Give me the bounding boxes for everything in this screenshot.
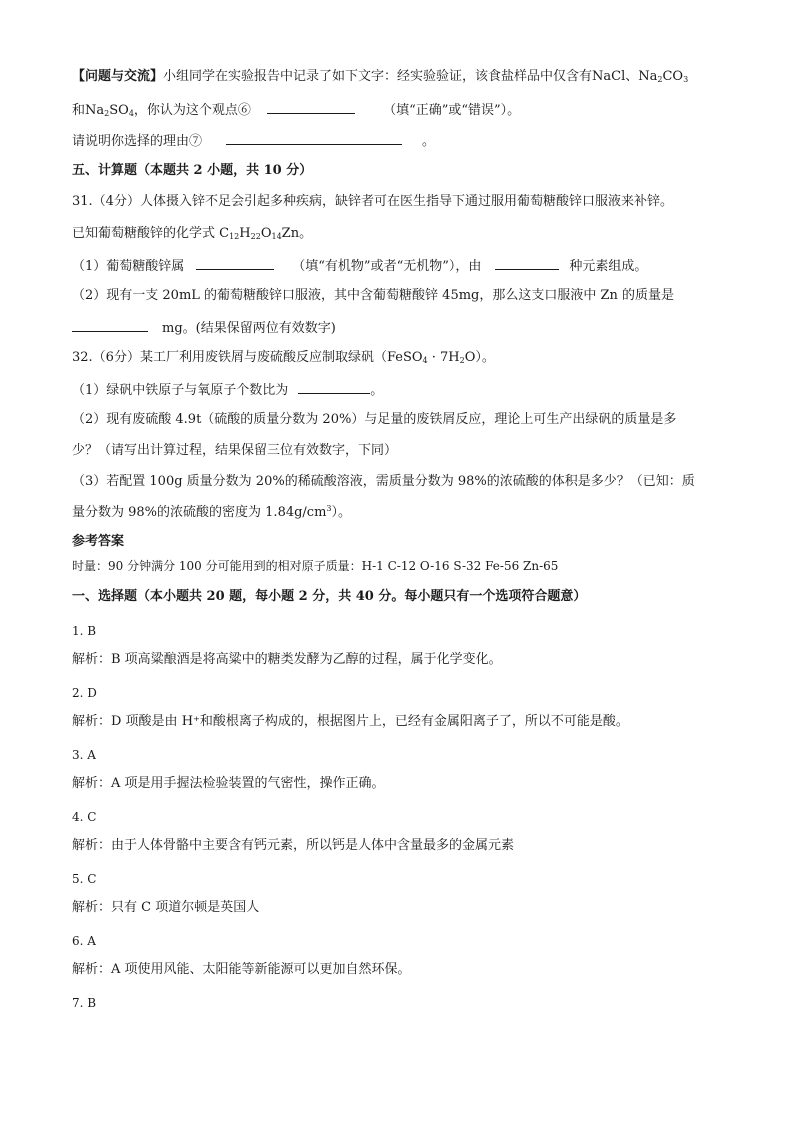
q31-stem-2: 已知葡萄糖酸锌的化学式 $C_{12}H_{22}O_{14}Zn$。 xyxy=(72,226,313,241)
q32-blank-ratio[interactable] xyxy=(298,380,370,394)
exchange-title: 【问题与交流】 xyxy=(72,69,164,84)
q31-part-1: （1）葡萄糖酸锌属 （填“有机物”或者“无机物”），由 种元素组成。 xyxy=(72,256,647,276)
q32-stem: 32.（6分）某工厂利用废铁屑与废硫酸反应制取绿矾（FeSO$_4$ · $7H_2O$）。 xyxy=(72,350,495,365)
section-5-heading: 五、计算题（本题共 2 小题，共 10 分） xyxy=(72,163,313,178)
q31-blank-type[interactable] xyxy=(196,256,274,270)
answer-num-2: 2. D xyxy=(72,686,97,700)
answer-num-3: 3. A xyxy=(72,748,96,762)
q31-stem-1: 31.（4分）人体摄入锌不足会引起多种疾病，缺锌者可在医生指导下通过服用葡萄糖酸锌口服液来补锌。 xyxy=(72,194,673,209)
q31-part-2: （2）现有一支 20mL 的葡萄糖酸锌口服液，其中含葡萄糖酸锌 45mg，那么这支口服液中 Zn 的质量是 xyxy=(72,288,675,303)
answer-num-4: 4. C xyxy=(72,810,97,824)
answer-analysis-2: 解析：D 项酸是由 H⁺和酸根离子构成的，根据图片上，已经有金属阳离子了，所以不可能是酸。 xyxy=(72,714,629,729)
q31-blank-zn-mass[interactable] xyxy=(72,318,148,332)
answer-num-6: 6. A xyxy=(72,934,96,948)
q31-part-2-cont: mg。(结果保留两位有效数字) xyxy=(72,318,336,338)
q32-part-3: （3）若配置 100g 质量分数为 20%的稀硫酸溶液，需质量分数为 98%的浓硫酸的体积是多少？（已知：质 xyxy=(72,474,695,489)
q32-part-1: （1）绿矾中铁原子与氧原子个数比为 。 xyxy=(72,380,383,400)
answer-num-5: 5. C xyxy=(72,872,97,886)
answer-num-1: 1. B xyxy=(72,624,97,638)
answers-info: 时量：90 分钟满分 100 分可能用到的相对原子质量：H-1 C-12 O-16 S-32 Fe-56 Zn-65 xyxy=(72,559,559,573)
answer-analysis-5: 解析：只有 C 项道尔顿是英国人 xyxy=(72,900,260,915)
exchange-line-2: 和$Na_2SO_4$，你认为这个观点⑥ （填“正确”或“错误”）。 xyxy=(72,100,520,120)
exchange-line-1: 【问题与交流】小组同学在实验报告中记录了如下文字：经实验验证，该食盐样品中仅含有NaCl、$Na_2CO_3$ xyxy=(72,69,689,84)
answer-blank-7[interactable] xyxy=(226,131,402,145)
answers-heading: 参考答案 xyxy=(72,534,125,549)
answer-analysis-3: 解析：A 项是用手握法检验装置的气密性，操作正确。 xyxy=(72,776,385,791)
q32-part-2: （2）现有废硫酸 4.9t（硫酸的质量分数为 20%）与足量的废铁屑反应，理论上可生产出绿矾的质量是多 xyxy=(72,412,677,427)
answer-analysis-6: 解析：A 项使用风能、太阳能等新能源可以更加自然环保。 xyxy=(72,962,411,977)
answer-analysis-1: 解析：B 项高粱酿酒是将高粱中的糖类发酵为乙醇的过程，属于化学变化。 xyxy=(72,652,502,667)
exchange-line-3: 请说明你选择的理由⑦ 。 xyxy=(72,131,435,151)
answer-num-7: 7. B xyxy=(72,996,97,1010)
answer-blank-6[interactable] xyxy=(267,100,355,114)
q31-blank-elements[interactable] xyxy=(495,256,559,270)
q32-part-3-cont: 量分数为 98%的浓硫酸的密度为 $1.84g/cm^3$）。 xyxy=(72,504,352,520)
section-1-heading: 一、选择题（本小题共 20 题，每小题 2 分，共 40 分。每小题只有一个选项符合题意） xyxy=(72,589,587,604)
q32-part-2-cont: 少？（请写出计算过程，结果保留三位有效数字，下同） xyxy=(72,443,398,458)
answer-analysis-4: 解析：由于人体骨骼中主要含有钙元素，所以钙是人体中含量最多的金属元素 xyxy=(72,838,515,853)
